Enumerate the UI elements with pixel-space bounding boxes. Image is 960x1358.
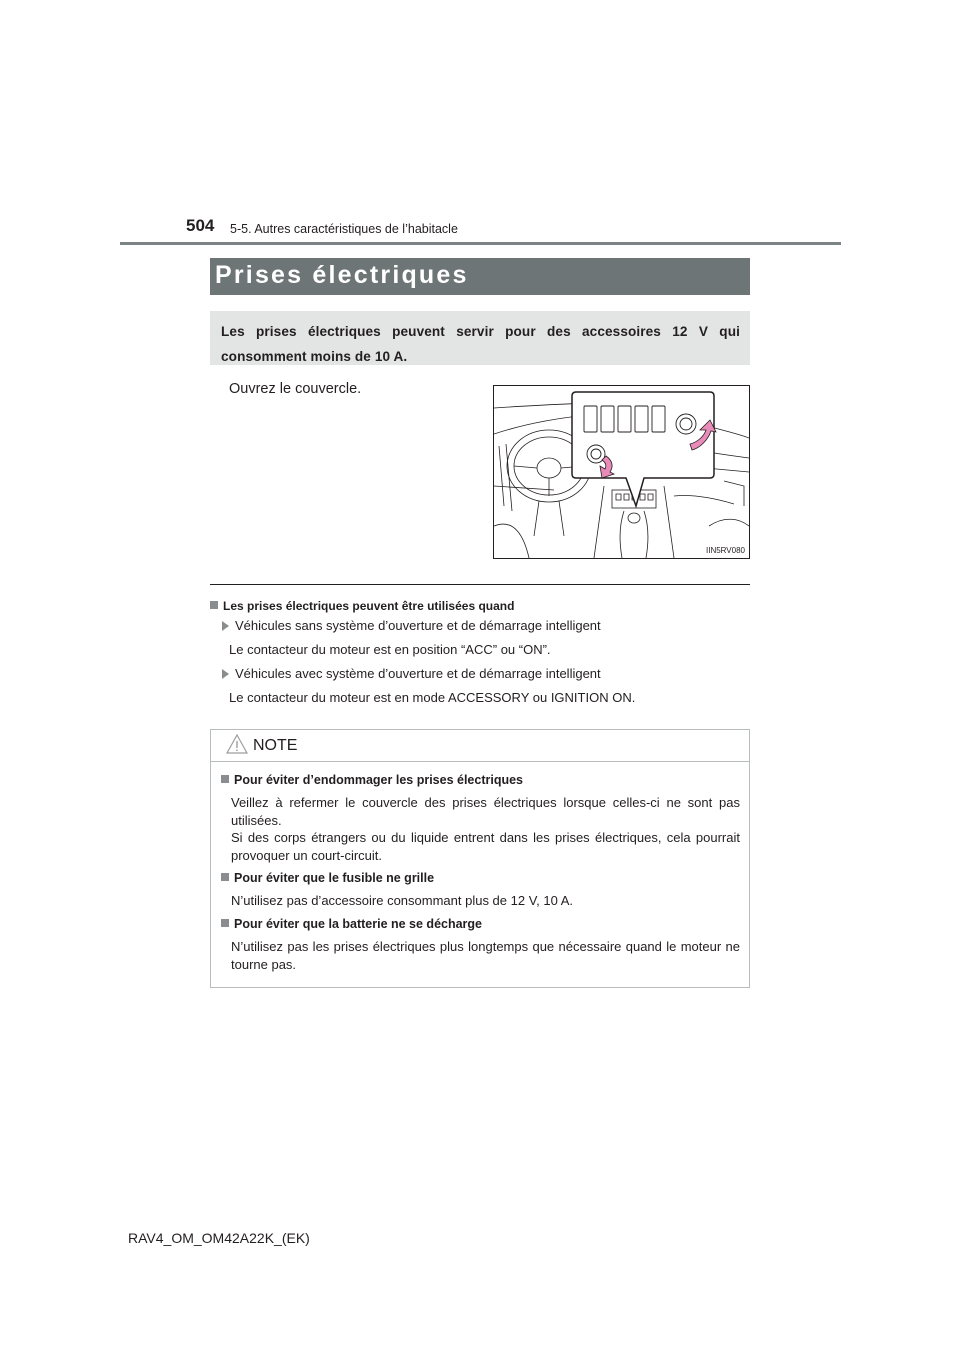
triangle-bullet-icon	[222, 669, 229, 679]
note-text-line: Si des corps étrangers ou du liquide entrent dans les prises électriques, cela pourrait provoquer un court-circuit.	[231, 830, 740, 863]
square-bullet-icon	[210, 601, 218, 609]
triangle-bullet-icon	[222, 621, 229, 631]
note-item-heading	[221, 917, 482, 931]
variant-text: Véhicules sans système d’ouverture et de démarrage intelligent	[235, 618, 601, 633]
condition-text: Le contacteur du moteur est en position “ACC” ou “ON”.	[229, 642, 551, 657]
variant-text: Véhicules avec système d’ouverture et de démarrage intelligent	[235, 666, 601, 681]
note-item-text: N’utilisez pas d’accessoire consommant plus de 12 V, 10 A.	[231, 893, 574, 908]
section-title: 5-5. Autres caractéristiques de l’habitacle	[230, 222, 458, 236]
section-separator	[210, 584, 750, 585]
intro-box: Les prises électriques peuvent servir pour des accessoires 12 V qui consomment moins de 10 A.	[210, 311, 750, 365]
figure-code: IIN5RV080	[706, 546, 745, 555]
note-item-heading	[221, 773, 523, 787]
note-heading-text: Pour éviter que le fusible ne grille	[234, 871, 435, 885]
square-bullet-icon	[221, 873, 229, 881]
note-heading-text: Pour éviter d’endommager les prises électriques	[234, 773, 524, 787]
conditions-heading	[210, 597, 514, 615]
conditions-heading-text: Les prises électriques peuvent être utilisées quand	[223, 599, 515, 613]
note-heading-text: Pour éviter que la batterie ne se décharge	[234, 917, 483, 931]
note-label: NOTE	[253, 737, 298, 754]
note-header	[211, 730, 749, 762]
square-bullet-icon	[221, 775, 229, 783]
warning-icon	[226, 734, 248, 754]
note-item-heading	[221, 871, 434, 885]
page-number: 504	[186, 216, 215, 235]
condition-text: Le contacteur du moteur est en mode ACCESSORY ou IGNITION ON.	[229, 690, 636, 705]
note-text-line: Veillez à refermer le couvercle des prises électriques lorsque celles-ci ne sont pas utilisées.	[231, 795, 740, 828]
note-item-text: N’utilisez pas les prises électriques plus longtemps que nécessaire quand le moteur ne tourne pas.	[231, 939, 740, 972]
variant-line	[222, 666, 601, 681]
dashboard-figure	[493, 385, 750, 559]
note-item-text	[231, 794, 740, 864]
dashboard-power-outlet-illustration	[494, 386, 749, 558]
title-bar	[210, 258, 750, 295]
note-box	[210, 729, 750, 988]
header-rule	[120, 242, 841, 245]
square-bullet-icon	[221, 919, 229, 927]
page-title: Prises électriques	[215, 261, 469, 289]
step-text: Ouvrez le couvercle.	[229, 381, 362, 397]
variant-line	[222, 618, 601, 633]
footer-code: RAV4_OM_OM42A22K_(EK)	[128, 1230, 310, 1246]
